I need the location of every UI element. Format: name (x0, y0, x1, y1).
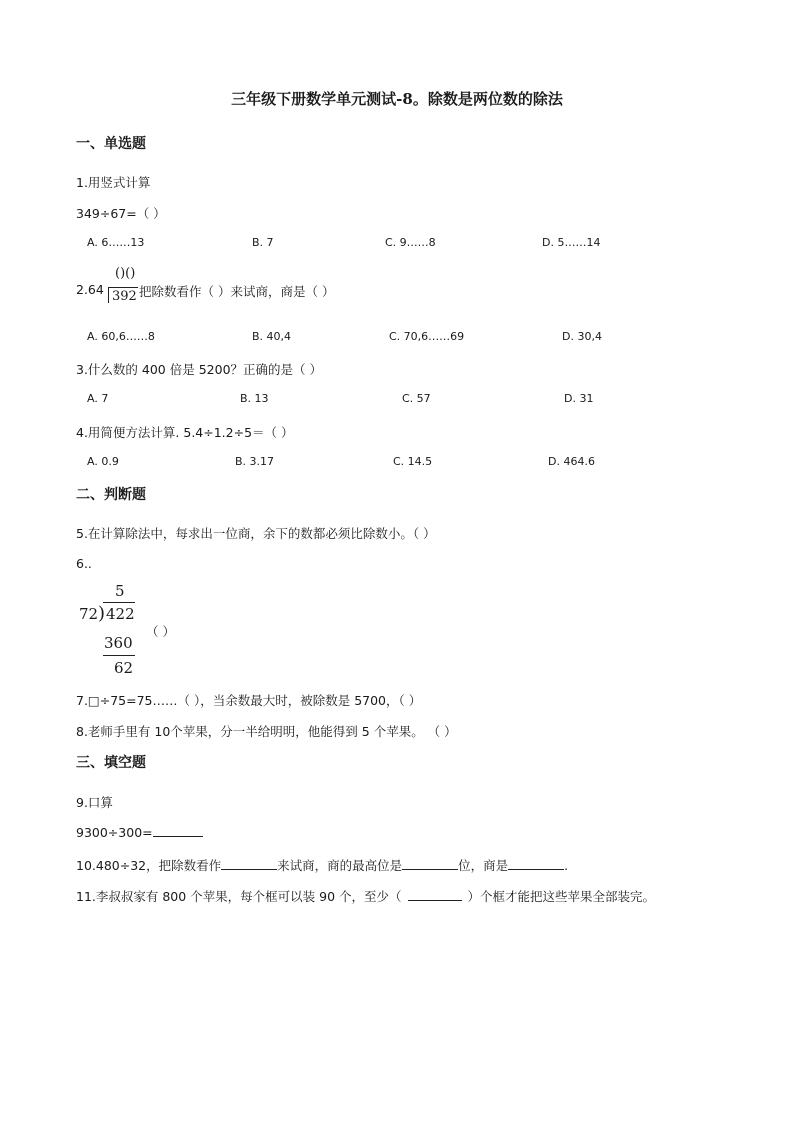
question-9-label: 9.口算 (76, 795, 113, 810)
page-title: 三年级下册数学单元测试-8。除数是两位数的除法 (231, 90, 563, 108)
question-8-text: 8.老师手里有 10个苹果，分一半给明明，他能得到 5 个苹果。 （ ） (76, 724, 457, 739)
question-10-text-3: 位，商是 (458, 858, 509, 873)
question-6-answer-paren[interactable]: （ ） (146, 624, 175, 639)
question-1-option-d[interactable]: D. 5……14 (542, 236, 601, 249)
question-2-dividend: 392 (112, 289, 137, 304)
question-1-expression: 349÷67=（ ） (76, 206, 166, 221)
division-bracket: ) (98, 603, 106, 624)
question-4-option-b[interactable]: B. 3.17 (235, 455, 275, 468)
section-heading-single-choice: 一、单选题 (76, 136, 146, 152)
question-4-option-d[interactable]: D. 464.6 (548, 455, 595, 468)
question-6-dividend: 422 (106, 605, 135, 623)
section-heading-true-false: 二、判断题 (76, 487, 146, 503)
question-11-text-1: 11.李叔叔家有 800 个苹果，每个框可以装 90 个，至少（ (76, 889, 402, 904)
question-10-text-1: 10.480÷32，把除数看作 (76, 858, 222, 873)
question-4-text: 4.用简便方法计算. 5.4÷1.2÷5＝（ ） (76, 425, 294, 440)
question-10-blank-quotient[interactable] (508, 857, 564, 870)
question-2-option-c[interactable]: C. 70,6……69 (389, 330, 465, 343)
question-2-quotient: ()() (115, 266, 136, 281)
section-heading-fill-blank: 三、填空题 (76, 755, 146, 771)
question-4-option-a[interactable]: A. 0.9 (87, 455, 119, 468)
question-10-text-4: . (564, 858, 569, 873)
question-10-text-2: 来试商，商的最高位是 (277, 858, 403, 873)
question-7-text: 7.□÷75=75……（ ），当余数最大时，被除数是 5700，（ ） (76, 693, 422, 708)
subtraction-bar (103, 655, 135, 656)
question-5-text: 5.在计算除法中，每求出一位商，余下的数都必须比除数小。（ ） (76, 526, 436, 541)
question-11-text-2: ）个框才能把这些苹果全部装完。 (467, 889, 656, 904)
question-3-text: 3.什么数的 400 倍是 5200？正确的是（ ） (76, 362, 322, 377)
question-2-text: 把除数看作（ ）来试商，商是（ ） (139, 284, 335, 299)
question-11-line (76, 887, 655, 905)
question-2-option-d[interactable]: D. 30,4 (562, 330, 602, 343)
question-6-remainder: 62 (114, 659, 134, 677)
question-1-option-c[interactable]: C. 9……8 (385, 236, 436, 249)
question-6-label: 6.. (76, 556, 92, 571)
division-bracket (108, 287, 109, 303)
question-1-label: 1.用竖式计算 (76, 175, 151, 190)
question-3-option-b[interactable]: B. 13 (240, 392, 269, 405)
question-3-option-c[interactable]: C. 57 (402, 392, 431, 405)
question-9-line (76, 824, 203, 840)
question-4-option-c[interactable]: C. 14.5 (393, 455, 433, 468)
question-6-divisor: 72 (79, 605, 99, 623)
question-11-answer-blank[interactable] (408, 888, 462, 901)
question-2-long-division (104, 266, 138, 312)
question-9-expression: 9300÷300= (76, 825, 153, 840)
question-1-option-a[interactable]: A. 6……13 (87, 236, 145, 249)
question-2-option-a[interactable]: A. 60,6……8 (87, 330, 155, 343)
question-6-product: 360 (104, 634, 133, 652)
question-10-blank-highest-place[interactable] (402, 857, 458, 870)
question-6-quotient: 5 (115, 582, 125, 600)
question-9-answer-blank[interactable] (153, 824, 203, 837)
question-2-number: 2.64 (76, 282, 104, 297)
question-10-blank-divisor[interactable] (221, 857, 277, 870)
question-2-option-b[interactable]: B. 40,4 (252, 330, 292, 343)
question-3-option-d[interactable]: D. 31 (564, 392, 594, 405)
division-bar (108, 287, 138, 288)
question-3-option-a[interactable]: A. 7 (87, 392, 109, 405)
question-1-option-b[interactable]: B. 7 (252, 236, 274, 249)
question-10-line (76, 856, 568, 874)
division-bar (103, 602, 135, 603)
question-6-long-division (76, 580, 146, 680)
